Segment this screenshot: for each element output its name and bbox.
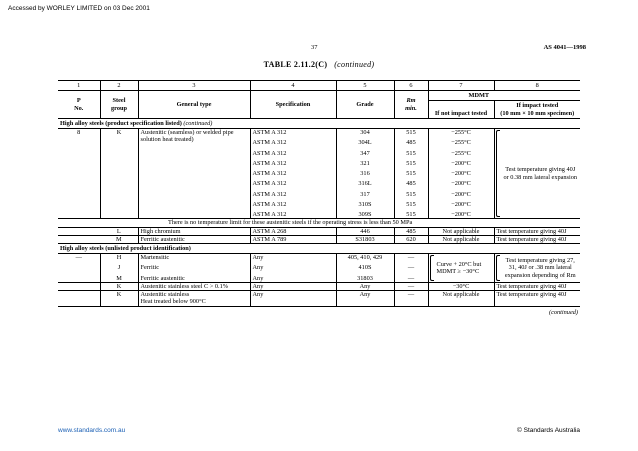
cell-rm: 620 [394,235,428,243]
header-general-type: General type [138,91,250,119]
cell-grade: 31803 [336,272,394,283]
cell-spec: ASTM A 312 [250,208,336,219]
cell-rm: 485 [394,177,428,187]
cell-rm: 515 [394,147,428,157]
cell-rm: 515 [394,157,428,167]
table-row [58,282,580,290]
cell-grade: 310S [336,198,394,208]
col-num-6: 6 [394,81,428,91]
cell-grade: 316 [336,167,394,177]
cell-group: J [100,261,138,271]
header-grade: Grade [336,91,394,119]
cell-spec: ASTM A 312 [250,177,336,187]
cell-spec: Any [250,254,336,262]
cell-rm: — [394,261,428,271]
cell-not-impact: −200°C [428,198,494,208]
cell-not-impact: −30°C [428,282,494,290]
section-2-title: High alloy steels (unlisted product identification) [58,243,580,253]
table-row [58,235,580,243]
col-num-3: 3 [138,81,250,91]
col-num-7: 7 [428,81,494,91]
section-1-title-text: High alloy steels (product specification listed) [60,119,182,127]
cell-rm: — [394,282,428,290]
s1-general-type: Austenitic (seamless) or welded pipe solution heat treated) [138,129,250,219]
cell-type: Ferritic austenitic [138,272,250,283]
table-title [0,60,638,69]
section-1-title [58,118,580,128]
cell-rm: — [394,272,428,283]
cell-rm: 485 [394,136,428,146]
cell-rm: — [394,254,428,262]
cell-spec: Any [250,272,336,283]
standard-reference: AS 4041—1998 [543,44,586,51]
brace-icon [430,255,434,281]
cell-group: H [100,254,138,262]
cell-type: High chromium [138,227,250,235]
cell-grade: 317 [336,188,394,198]
cell-spec: ASTM A 789 [250,235,336,243]
cell-type: Martensitic [138,254,250,262]
cell-grade: 316L [336,177,394,187]
cell-grade: 347 [336,147,394,157]
cell-grade: 309S [336,208,394,219]
cell-type: Austenitic stainless Heat treated below 900°C [138,291,250,306]
s2-merged-not-impact [428,254,494,283]
cell-grade: 446 [336,227,394,235]
header-rm-min: Rm min. [394,91,428,119]
table-row [58,291,580,306]
cell-spec: Any [250,261,336,271]
cell-rm: — [394,291,428,306]
cell-spec: ASTM A 312 [250,198,336,208]
cell-spec: ASTM A 312 [250,157,336,167]
cell-spec: ASTM A 312 [250,167,336,177]
s1-p-no: 8 [77,129,81,137]
cell-grade: Any [336,291,394,306]
cell-rm: 515 [394,129,428,137]
cell-spec: ASTM A 312 [250,129,336,137]
table-row [58,254,580,262]
cell-impact: Test temperature giving 40J [494,235,580,243]
cell-not-impact: Not applicable [428,235,494,243]
cell-not-impact: −200°C [428,167,494,177]
cell-rm: 515 [394,188,428,198]
cell-grade: 304 [336,129,394,137]
cell-grade: 321 [336,157,394,167]
continued-label: (continued) [58,306,580,316]
table-row [58,129,580,137]
cell-not-impact: −255°C [428,129,494,137]
cell-rm: 515 [394,167,428,177]
header-impact-tested: If impact tested (10 mm × 10 mm specimen) [494,101,580,118]
cell-not-impact: −200°C [428,188,494,198]
cell-not-impact: −255°C [428,147,494,157]
header-row-1 [58,91,580,101]
header-p-no: P No. [58,91,100,119]
brace-icon [496,130,500,217]
footer-website-link[interactable]: www.standards.com.au [58,427,126,434]
cell-not-impact: −200°C [428,177,494,187]
table-row [58,227,580,235]
s2-merged-impact [494,254,580,283]
header-mdmt: MDMT [428,91,580,101]
section-1-continued: (continued) [183,119,213,127]
col-num-2: 2 [100,81,138,91]
column-number-row [58,81,580,91]
cell-type: Ferritic austenitic [138,235,250,243]
header-specification: Specification [250,91,336,119]
continued-row [58,306,580,316]
cell-rm: 515 [394,208,428,219]
cell-impact: Test temperature giving 40J [494,291,580,306]
col-num-1: 1 [58,81,100,91]
cell-group: L [100,227,138,235]
s1-group: K [100,129,138,219]
cell-group: M [100,272,138,283]
col-num-5: 5 [336,81,394,91]
cell-rm: 515 [394,198,428,208]
cell-grade: 405, 410, 429 [336,254,394,262]
col-num-8: 8 [494,81,580,91]
section-1-title-row [58,118,580,128]
cell-spec: ASTM A 312 [250,188,336,198]
cell-type: Ferritic [138,261,250,271]
footer-copyright: © Standards Australia [517,427,580,434]
cell-not-impact: −200°C [428,208,494,219]
cell-not-impact: Not applicable [428,227,494,235]
section-2-title-row [58,243,580,253]
cell-not-impact: −255°C [428,136,494,146]
cell-group: K [100,282,138,290]
s1-impact-note-text: Test temperature giving 40J or 0.38 mm lateral expansion [503,166,578,181]
cell-grade: 410S [336,261,394,271]
cell-group: K [100,291,138,306]
cell-grade: S31803 [336,235,394,243]
table-title-suffix: (continued) [334,60,375,69]
col-num-4: 4 [250,81,336,91]
cell-impact: Test temperature giving 40J [494,227,580,235]
s2-merged-impact-text: Test temperature giving 27, 31, 40J or .38 mm lateral expansion depending of Rm [504,257,576,279]
cell-spec: ASTM A 312 [250,136,336,146]
cell-spec: Any [250,291,336,306]
cell-grade: 304L [336,136,394,146]
access-note: Accessed by WORLEY LIMITED on 03 Dec 2001 [8,5,150,12]
note-text: There is no temperature limit for these austenitic steels if the operating stress is less than 50 MPa [138,219,580,227]
cell-not-impact: Not applicable [428,291,494,306]
s2-p-no: — [75,254,82,262]
page-number: 37 [311,44,318,51]
header-not-impact-tested: If not impact tested [428,101,494,118]
mdmt-table [58,80,580,316]
header-steel-group: Steel group [100,91,138,119]
note-row [58,219,580,227]
brace-icon [496,255,500,281]
cell-spec: Any [250,282,336,290]
s1-impact-note [494,129,580,219]
cell-group: M [100,235,138,243]
cell-rm: 485 [394,227,428,235]
cell-impact: Test temperature giving 40J [494,282,580,290]
s2-merged-not-impact-text: Curve + 20°C but MDMT ≥ −30°C [436,260,482,276]
cell-spec: ASTM A 312 [250,147,336,157]
cell-spec: ASTM A 268 [250,227,336,235]
cell-not-impact: −200°C [428,157,494,167]
cell-type: Austenitic stainless steel C > 0.1% [138,282,250,290]
cell-grade: Any [336,282,394,290]
table-title-name: TABLE 2.11.2(C) [263,60,328,69]
